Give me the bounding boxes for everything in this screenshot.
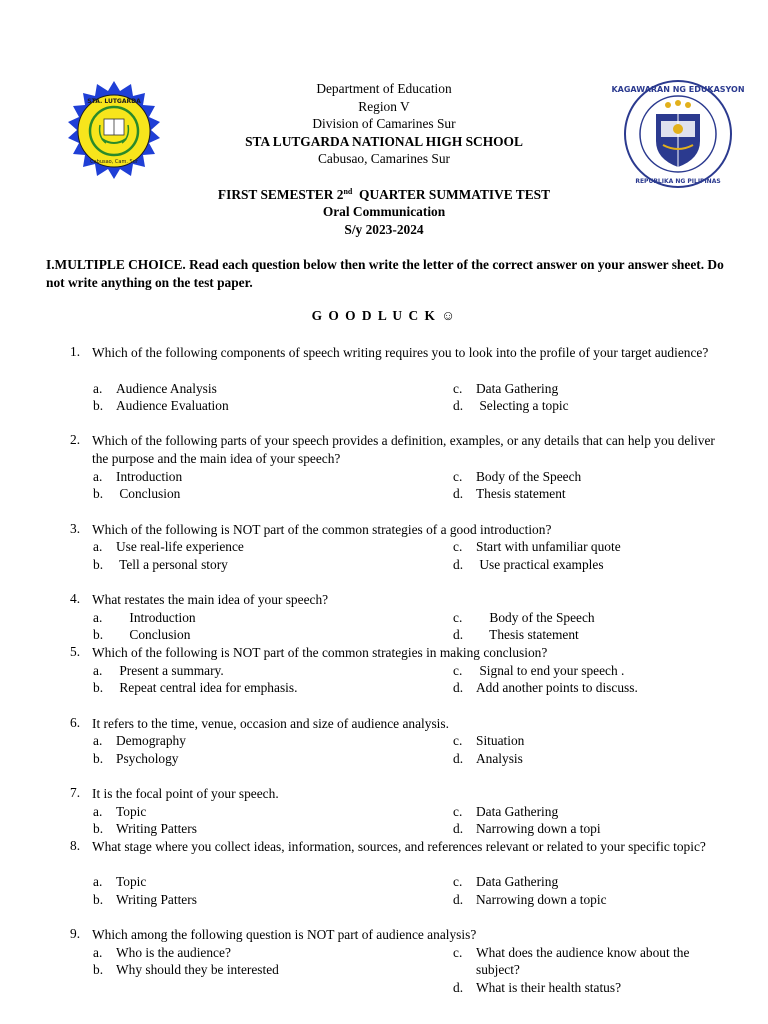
option-d: d. Thesis statement <box>453 486 566 501</box>
question-number: 9. <box>70 926 81 941</box>
option-b: b. Tell a personal story <box>93 556 228 572</box>
test-title-part2: QUARTER SUMMATIVE TEST <box>352 186 551 202</box>
option-d: d. Add another points to discuss. <box>453 680 638 695</box>
option-d: d. Selecting a topic <box>453 398 569 413</box>
option-b: b. Conclusion <box>93 627 191 642</box>
option-a: a. Present a summary. <box>93 662 224 678</box>
school-year: S/y 2023-2024 <box>344 221 424 237</box>
option-d: d. Use practical examples <box>453 556 604 572</box>
option-b: b. Conclusion <box>93 486 181 501</box>
option-a: a. Introduction <box>93 609 196 625</box>
question-number: 1. <box>70 344 81 359</box>
option-a: a. Demography <box>93 733 186 748</box>
option-d: d. Thesis statement <box>453 627 579 642</box>
option-b: b. Psychology <box>93 750 179 766</box>
option-b: b. Writing Patters <box>93 821 197 836</box>
question-text: It refers to the time, venue, occasion and size of audience analysis. <box>92 715 449 731</box>
option-c: c. Data Gathering <box>453 874 559 889</box>
option-a: a. Topic <box>93 803 147 819</box>
header-school-name: STA LUTGARDA NATIONAL HIGH SCHOOL <box>245 133 523 149</box>
question-text: Which of the following components of speech writing requires you to look into the profile of your target audience? <box>92 345 709 360</box>
option-d: d. Narrowing down a topic <box>453 891 607 907</box>
svg-text:STA. LUTGARDA: STA. LUTGARDA <box>87 98 141 105</box>
option-c: c. Body of the Speech <box>453 468 582 484</box>
option-c: c. Signal to end your speech . <box>453 662 625 678</box>
option-c: c. Data Gathering <box>453 803 559 819</box>
question-number: 3. <box>70 520 81 536</box>
goodluck-message: G O O D L U C K ☺ <box>311 308 457 323</box>
question-text: Which of the following parts of your speech provides a definition, examples, or any details that can help you deliver the purpose and the main idea of your speech? <box>92 433 715 466</box>
option-a: a. Audience Analysis <box>93 380 217 396</box>
option-b: b. Audience Evaluation <box>93 398 229 413</box>
svg-text:Cabusao, Cam. Sur: Cabusao, Cam. Sur <box>90 159 138 165</box>
question-text: Which among the following question is NOT part of audience analysis? <box>92 927 477 942</box>
test-subject: Oral Communication <box>322 204 446 219</box>
option-d: d. What is their health status? <box>453 979 622 995</box>
question-number: 2. <box>70 432 81 447</box>
option-b: b. Why should they be interested <box>93 962 279 977</box>
question-text: Which of the following is NOT part of the common strategies in making conclusion? <box>92 644 548 660</box>
option-c: c. Situation <box>453 733 525 748</box>
option-c: c. Body of the Speech <box>453 609 595 625</box>
option-d: d. Analysis <box>453 750 523 766</box>
option-a: a. Use real-life experience <box>93 539 244 554</box>
option-a: a. Topic <box>93 874 147 889</box>
option-b: b. Repeat central idea for emphasis. <box>93 680 298 695</box>
svg-text:REPUBLIKA NG PILIPINAS: REPUBLIKA NG PILIPINAS <box>635 178 721 185</box>
header-address: Cabusao, Camarines Sur <box>317 151 451 166</box>
test-title-superscript: nd <box>343 186 353 196</box>
header-department: Department of Education <box>316 81 452 96</box>
option-c: c. Data Gathering <box>453 380 559 396</box>
header-division: Division of Camarines Sur <box>312 116 456 131</box>
question-text: Which of the following is NOT part of the common strategies of a good introduction? <box>92 521 552 537</box>
option-c: c. What does the audience know about the subject? <box>453 944 690 978</box>
option-d: d. Narrowing down a topi <box>453 821 601 836</box>
instructions: I.MULTIPLE CHOICE. Read each question below then write the letter of the correct answer on your answer sheet. Do not write anything on the test paper. <box>46 257 724 290</box>
question-number: 7. <box>70 785 81 800</box>
svg-text:KAGAWARAN NG EDUKASYON: KAGAWARAN NG EDUKASYON <box>611 85 745 94</box>
header-region: Region V <box>358 98 410 114</box>
test-title <box>0 186 768 204</box>
question-text: It is the focal point of your speech. <box>92 786 279 801</box>
question-number: 6. <box>70 714 81 730</box>
question-number: 5. <box>70 643 81 659</box>
test-title-part1: FIRST SEMESTER 2 <box>217 186 344 202</box>
option-c: c. Start with unfamiliar quote <box>453 539 621 554</box>
question-text: What stage where you collect ideas, information, sources, and references relevant or related to your specific topic? <box>92 838 706 854</box>
option-a: a. Who is the audience? <box>93 944 231 960</box>
question-number: 4. <box>70 591 81 606</box>
question-text: What restates the main idea of your speech? <box>92 592 329 607</box>
question-number: 8. <box>70 837 81 853</box>
option-a: a. Introduction <box>93 468 183 484</box>
option-b: b. Writing Patters <box>93 891 197 907</box>
